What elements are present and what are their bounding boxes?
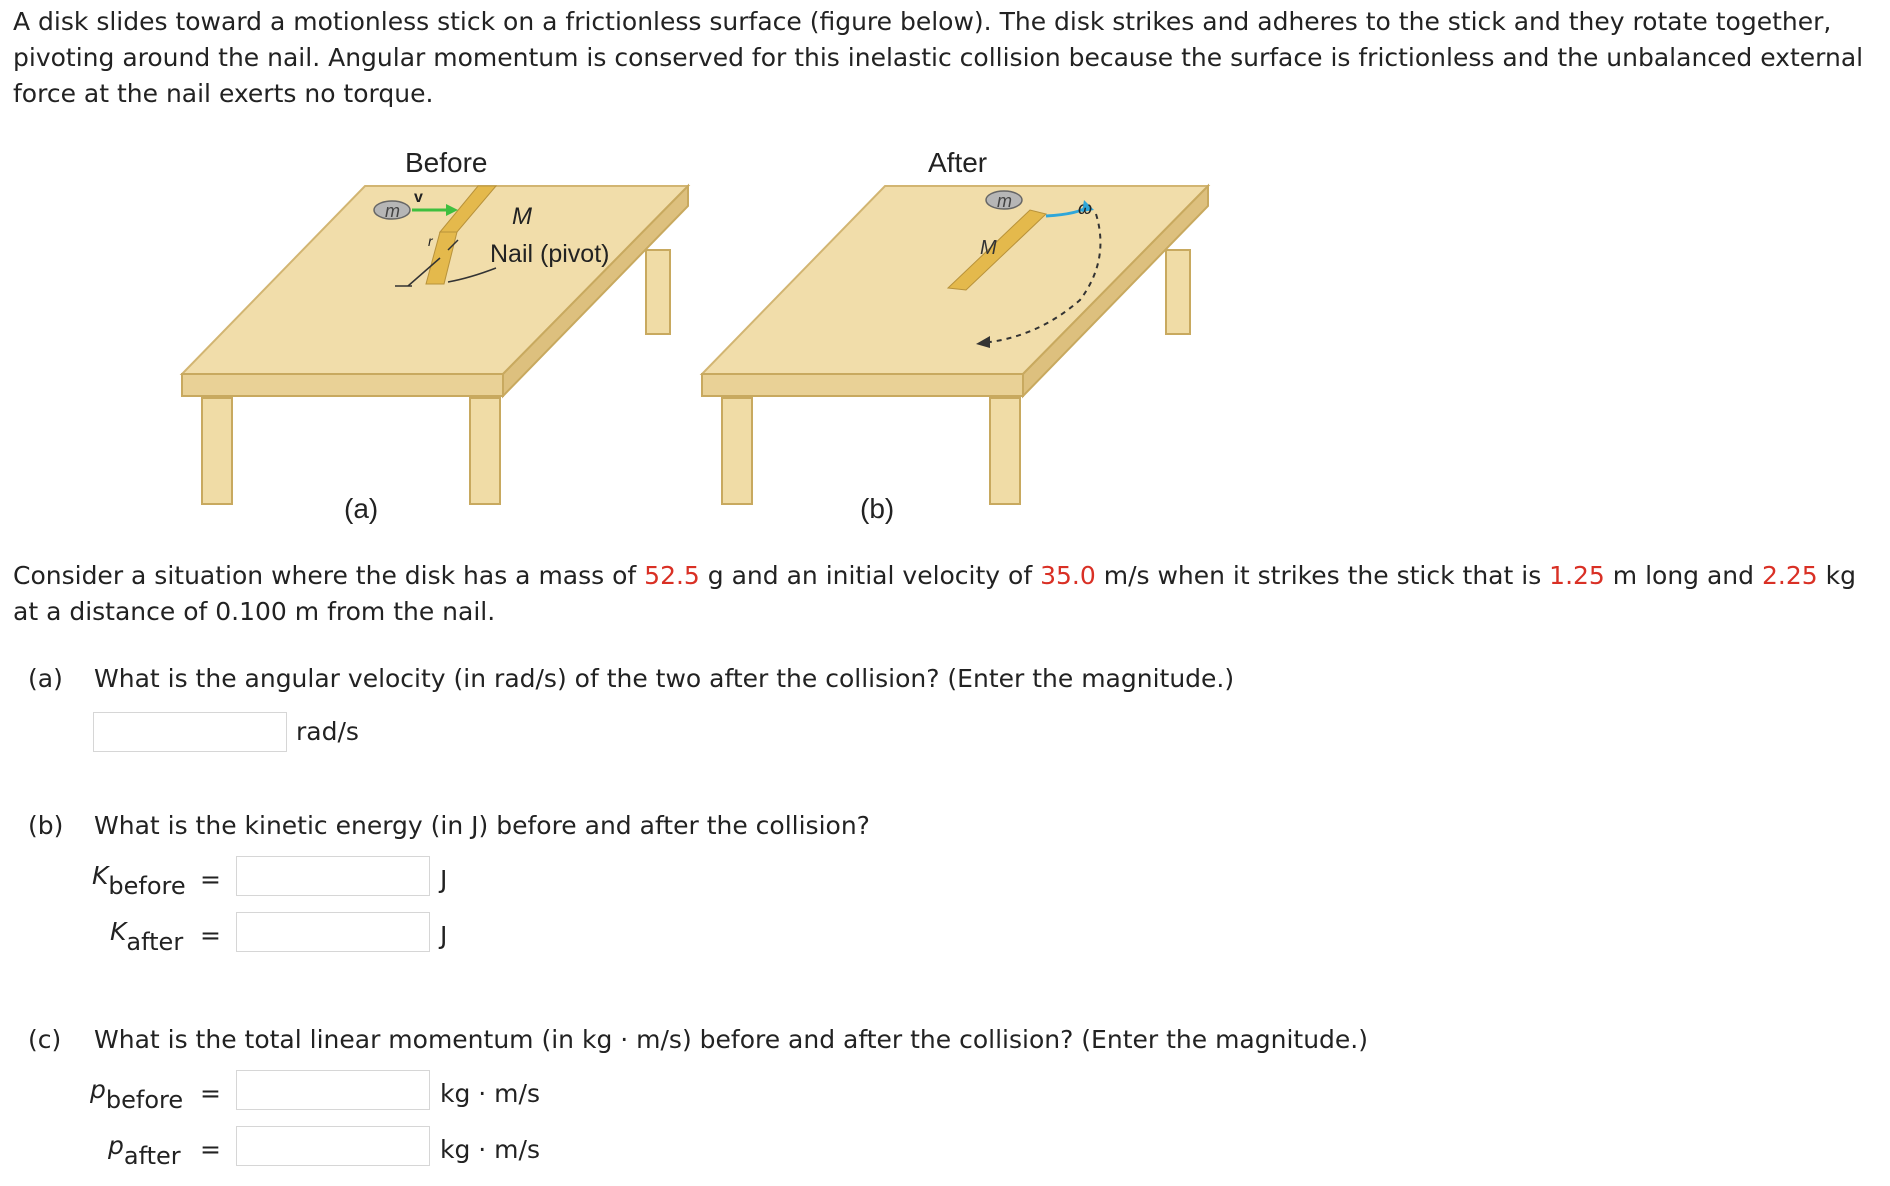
radius-label: r: [428, 233, 433, 249]
given-values: Consider a situation where the disk has a mass of 52.5 g and an initial velocity of 35.0 m/s when it strikes the stick that is 1.25 m long and 2.25 kg at a distance of 0.100 m from the nail.: [13, 561, 1856, 626]
question-c-text: What is the total linear momentum (in kg · m/s) before and after the collision? (Enter the magnitude.): [94, 1025, 1369, 1054]
table-after: [702, 147, 1208, 524]
question-a-label: (a): [28, 664, 63, 693]
p-before-input[interactable]: [236, 1070, 430, 1110]
angular-velocity-input[interactable]: [93, 712, 287, 752]
angular-velocity-unit: rad/s: [296, 717, 359, 746]
figure: [0, 0, 1890, 560]
disk-label: m: [385, 201, 400, 221]
after-title: After: [928, 147, 988, 178]
k-after-equals: =: [200, 921, 221, 950]
velocity-label: v: [414, 189, 423, 206]
k-before-label: $K_{before}$: [92, 861, 186, 900]
k-after-label: $K_{after}$: [110, 917, 184, 956]
stick-label-before: M: [512, 203, 532, 230]
p-before-label: $p_{before}$: [90, 1075, 184, 1114]
k-before-equals: =: [200, 865, 221, 894]
disk-mass-value: 52.5: [644, 561, 700, 590]
question-b-label: (b): [28, 811, 64, 840]
k-before-unit: J: [440, 865, 448, 894]
initial-velocity-value: 35.0: [1040, 561, 1096, 590]
k-after-input[interactable]: [236, 912, 430, 952]
p-after-label: $p_{after}$: [108, 1131, 181, 1170]
p-before-unit: kg · m/s: [440, 1079, 540, 1108]
question-a-text: What is the angular velocity (in rad/s) of the two after the collision? (Enter the magnitude.): [94, 664, 1235, 693]
question-b: [28, 808, 870, 844]
disk-label-after: m: [997, 191, 1012, 211]
question-b-text: What is the kinetic energy (in J) before and after the collision?: [94, 811, 870, 840]
k-before-input[interactable]: [236, 856, 430, 896]
p-after-unit: kg · m/s: [440, 1135, 540, 1164]
k-after-unit: J: [440, 921, 448, 950]
p-after-input[interactable]: [236, 1126, 430, 1166]
question-a: [28, 661, 1234, 697]
problem-intro: A disk slides toward a motionless stick on a frictionless surface (figure below). The disk strikes and adheres to the stick and they rotate together, pivoting around the nail. Angular momentum is conserved for this inelastic collision because the surface is frictionless and the unbalanced external force at the nail exerts no torque.: [13, 7, 1864, 108]
question-c-label: (c): [28, 1025, 62, 1054]
stick-mass-value: 2.25: [1761, 561, 1818, 590]
stick-label-after: M: [980, 237, 997, 259]
table-before: [182, 147, 688, 524]
nail-label: Nail (pivot): [490, 240, 610, 268]
p-before-equals: =: [200, 1079, 221, 1108]
before-title: Before: [405, 147, 488, 178]
stick-length-value: 1.25: [1549, 561, 1605, 590]
panel-b-label: (b): [860, 493, 895, 524]
panel-a-label: (a): [344, 493, 379, 524]
p-after-equals: =: [200, 1135, 221, 1164]
question-c: [28, 1022, 1368, 1058]
omega-label: ω: [1078, 198, 1093, 218]
